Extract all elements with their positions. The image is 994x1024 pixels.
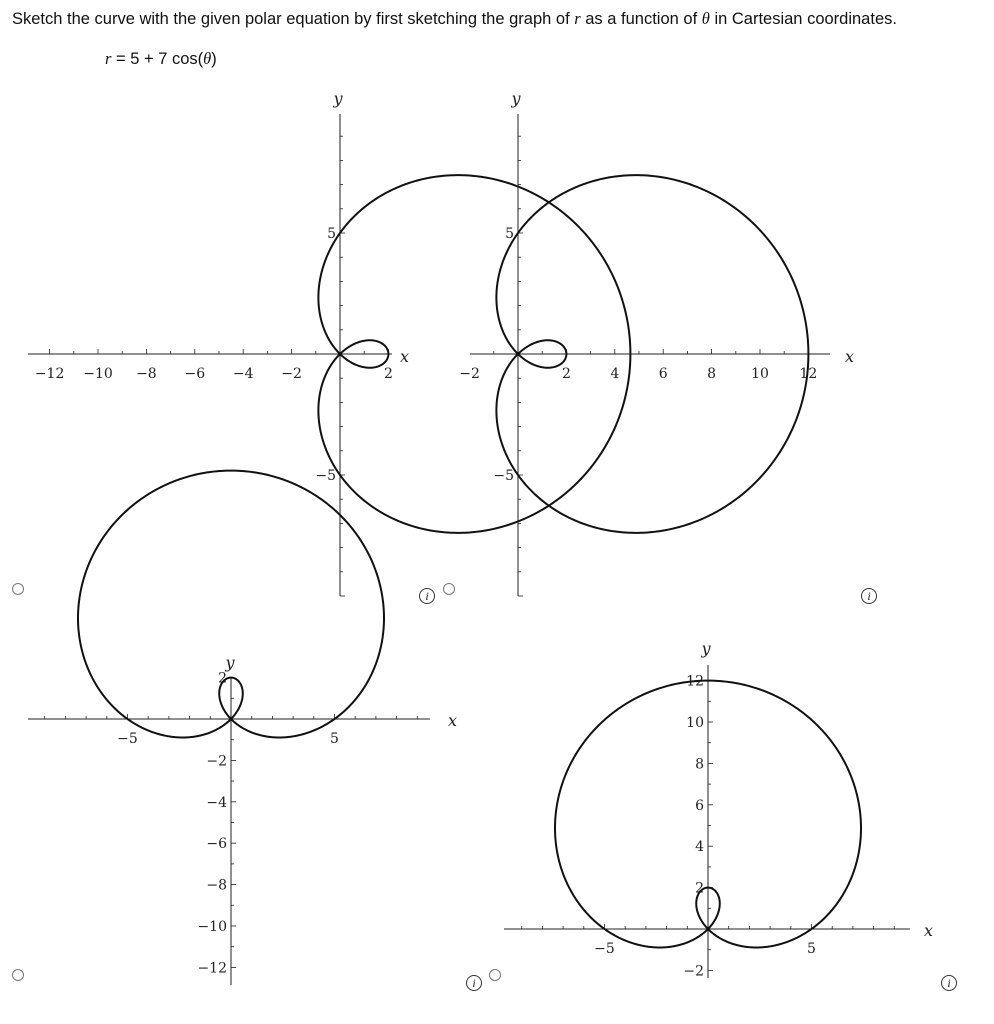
- x-axis-label: x: [924, 921, 934, 940]
- y-tick-label: −6: [206, 836, 227, 853]
- y-tick-label: −5: [493, 468, 514, 484]
- option-a-radio[interactable]: [12, 583, 24, 595]
- equation-close: ): [211, 50, 217, 68]
- graph-d: [504, 639, 933, 979]
- graph-b: [459, 89, 854, 596]
- x-tick-label: −4: [232, 366, 254, 382]
- y-axis-label: y: [701, 639, 711, 658]
- y-tick-label: 8: [695, 756, 704, 773]
- y-tick-label: 2: [218, 670, 227, 687]
- y-axis-label: y: [333, 89, 343, 108]
- option-d-info-icon[interactable]: i: [941, 975, 957, 991]
- option-a-info-icon[interactable]: i: [419, 588, 435, 604]
- y-axis-label: y: [225, 653, 235, 672]
- y-tick-label: 4: [695, 839, 704, 856]
- x-tick-label: −5: [594, 941, 615, 957]
- question-part-1: Sketch the curve with the given polar equation by first sketching the graph of: [12, 10, 575, 28]
- x-axis-label: x: [448, 711, 458, 730]
- x-tick-label: −5: [117, 731, 138, 747]
- x-axis-label: x: [845, 347, 855, 366]
- option-d-radio[interactable]: [489, 969, 501, 981]
- x-tick-label: −12: [34, 366, 65, 382]
- option-b-radio[interactable]: [443, 583, 455, 595]
- x-tick-label: 6: [658, 366, 668, 382]
- x-tick-label: 10: [751, 366, 769, 382]
- y-tick-label: 5: [505, 226, 514, 242]
- question-part-3: in Cartesian coordinates.: [709, 10, 897, 28]
- x-tick-label: −6: [184, 366, 206, 382]
- option-c-info-icon[interactable]: i: [466, 975, 482, 991]
- x-tick-label: 2: [561, 366, 571, 382]
- y-tick-label: −8: [206, 877, 227, 894]
- equation-lhs: r: [105, 49, 112, 68]
- x-tick-label: 4: [610, 366, 620, 382]
- option-b-info-icon[interactable]: i: [861, 588, 877, 604]
- equation-theta: θ: [203, 49, 212, 68]
- graph-c: [28, 471, 457, 985]
- x-tick-label: 5: [330, 731, 339, 747]
- y-tick-label: 10: [686, 715, 704, 731]
- x-tick-label: −2: [459, 366, 480, 382]
- equation-rhs: = 5 + 7 cos(: [111, 50, 204, 68]
- question-part-2: as a function of: [580, 10, 702, 28]
- y-tick-label: 2: [695, 880, 704, 897]
- question-var-theta: θ: [701, 9, 710, 28]
- y-tick-label: −2: [683, 963, 704, 980]
- y-axis-label: y: [511, 89, 521, 108]
- x-tick-label: 2: [383, 366, 393, 382]
- x-tick-label: 5: [807, 941, 816, 957]
- x-tick-label: −10: [83, 366, 113, 382]
- option-c-radio[interactable]: [12, 969, 24, 981]
- y-tick-label: 5: [327, 226, 336, 242]
- x-tick-label: 8: [707, 366, 717, 382]
- question-var-r: r: [574, 9, 581, 28]
- x-axis-label: x: [400, 347, 410, 366]
- x-tick-label: −2: [281, 366, 302, 382]
- y-tick-label: 12: [686, 673, 704, 690]
- y-tick-label: −5: [315, 468, 336, 484]
- y-tick-label: −12: [197, 960, 227, 977]
- y-tick-label: 6: [695, 797, 704, 814]
- x-tick-label: 12: [799, 366, 818, 382]
- y-tick-label: −10: [197, 919, 227, 935]
- x-tick-label: −8: [136, 366, 157, 382]
- y-tick-label: −4: [206, 794, 227, 811]
- y-tick-label: −2: [206, 753, 227, 770]
